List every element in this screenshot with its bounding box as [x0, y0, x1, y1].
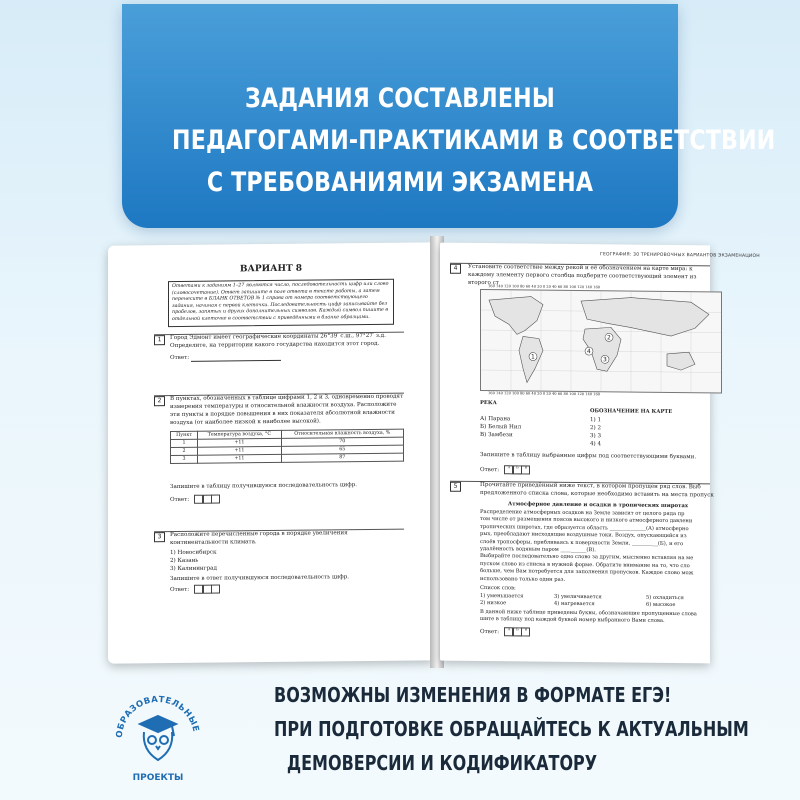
footer-line-1: ВОЗМОЖНЫ ИЗМЕНЕНИЯ В ФОРМАТЕ ЕГЭ! — [274, 683, 672, 707]
world-map — [480, 289, 722, 394]
table-cell: 3 — [171, 455, 198, 463]
banner-line-3: С ТРЕБОВАНИЯМИ ЭКЗАМЕНА — [206, 167, 594, 198]
answer-cells[interactable] — [195, 495, 221, 504]
owl-graduate-icon — [140, 716, 176, 760]
table-cell: 2 — [171, 447, 198, 455]
banner-headline — [122, 78, 776, 204]
words-label: Список слов: — [480, 585, 516, 592]
map-marker-label: 1 — [531, 353, 535, 361]
question-3-text: Расположите перечисленные города в порядке увеличения континентальности климата. — [170, 530, 348, 547]
text-body — [480, 509, 716, 586]
question-5-text: Прочитайте приведённый ниже текст, в котором пропущен ряд слов. Выб предложенного списка слова, которые необходимо вставить на места пропуск — [480, 482, 714, 499]
word-option: 2) низкое — [480, 600, 507, 607]
words-list — [480, 593, 716, 610]
answer-cells[interactable] — [195, 585, 221, 594]
answer-cell[interactable]: А — [504, 627, 513, 636]
right-page — [440, 243, 760, 664]
list-item: 1) 1 — [590, 417, 602, 424]
map-top-scale: 160 140 120 100 80 60 40 20 0 20 40 60 80 100 120 140 160 — [488, 284, 601, 290]
answer-cell[interactable]: Б — [513, 627, 522, 636]
text-line: тропических широтах, где образуется область ______________(А) атмосферно — [480, 523, 689, 533]
logo-arc-text: ОБРАЗОВАТЕЛЬНЫЕ — [114, 694, 201, 739]
rivers-column-title: РЕКА — [480, 400, 497, 407]
list-item: Б) Белый Нил — [480, 424, 522, 431]
text-title: Атмосферное давление и осадки в тропических широтах — [507, 501, 689, 510]
answer-cell[interactable]: В — [521, 465, 530, 474]
answer-line[interactable] — [191, 354, 281, 362]
question-number-4: 4 — [450, 264, 461, 274]
data-table — [170, 429, 404, 464]
question-3-answer — [170, 585, 220, 595]
table-header: Температура воздуха, °С — [198, 430, 282, 439]
footer-line-3: ДЕМОВЕРСИИ И КОДИФИКАТОРУ — [286, 751, 598, 775]
word-option: 6) высокое — [646, 602, 676, 609]
answer-cell[interactable]: В — [521, 627, 530, 636]
text-line: В данной ниже таблице приведены буквы, обозначающие пропущенные слова — [480, 609, 697, 618]
marks-list — [590, 416, 601, 448]
answer-cells[interactable] — [505, 627, 531, 636]
map-marker-label: 2 — [607, 334, 611, 342]
word-option: 3) увеличивается — [554, 593, 602, 601]
north-america-shape — [489, 296, 543, 335]
word-option: 4) нагревается — [554, 601, 595, 608]
table-cell: +11 — [198, 438, 282, 447]
answer-label: Ответ: — [170, 354, 190, 362]
text-line: использовано только один раз. — [480, 575, 566, 583]
question-5-answer — [480, 627, 530, 637]
text-line: шите в таблицу под каждой буквой номер выбранного Вами слова. — [480, 616, 665, 625]
table-cell: 70 — [281, 437, 403, 446]
table-header: Пункт — [171, 431, 198, 439]
list-item: 4) 4 — [590, 441, 602, 448]
open-book — [108, 232, 760, 670]
question-4-text: Установите соответствие между рекой и её обозначением на карте мира: к каждому элементу первого столбца подберите соответствующий элемент из второго ст — [468, 263, 697, 287]
word-option: 1) уменьшается — [480, 593, 524, 600]
list-item: А) Парана — [480, 416, 511, 423]
text-line: Распределение атмосферных осадков на Земле зависит от целого ряда пр — [480, 509, 685, 518]
table-cell: +11 — [198, 454, 282, 463]
question-3-instruction: Запишите в ответ получившуюся последовательность цифр. — [170, 574, 350, 583]
instructions-box: Ответами к заданиям 1–27 являются число, последовательность цифр или слово (словосочетание). Ответ запишите в поле ответа в тексте работы, а затем перенесите в БЛАНК ОТВЕТОВ № 1 справа от номера соответствующего задания, начиная с первой клеточки. Последовательность цифр записывайте без пробелов, запятых и других дополнительных символов. Каждый символ пишите в отдельной клеточке в соответствии с приведёнными в бланке образцами. — [168, 279, 394, 327]
question-2-answer — [170, 495, 220, 505]
answer-label: Ответ: — [170, 496, 190, 504]
table-row — [171, 453, 404, 463]
list-item: 3) 3 — [590, 433, 602, 440]
answer-cells[interactable] — [505, 465, 531, 474]
question-1-answer — [170, 353, 281, 362]
banner-line-2: ПЕДАГОГАМИ-ПРАКТИКАМИ В СООТВЕТСТВИИ — [172, 125, 776, 156]
text-line: Выбирайте последовательно одно слово за другим, мысленно вставляя на ме — [480, 553, 694, 562]
map-bottom-scale: 160 140 120 100 80 60 40 20 0 20 40 60 80 100 120 140 160 — [488, 391, 601, 397]
table-cell: 87 — [281, 453, 403, 462]
running-header: ГЕОГРАФИЯ: 30 ТРЕНИРОВОЧНЫХ ВАРИАНТОВ ЭКЗАМЕНАЦИОН — [600, 252, 760, 259]
map-marker-label: 4 — [587, 348, 591, 356]
text-line: удалённость водяным паром __________(В). — [480, 546, 596, 554]
answer-cell[interactable]: А — [504, 465, 513, 474]
question-2-instruction: Запишите в таблицу получившуюся последовательность цифр. — [170, 482, 357, 491]
variant-title: ВАРИАНТ 8 — [239, 263, 303, 275]
question-1-text: Город Эдмонт имеет географические координаты 26°39′ с.ш., 97°27′ з.д. Определите, на территории какого государства находится этот город. — [170, 332, 386, 350]
question-3-list — [170, 549, 217, 573]
word-option: 5) охладиться — [646, 594, 684, 602]
table-cell: +11 — [198, 446, 282, 455]
answer-label: Ответ: — [170, 586, 190, 594]
question-number-1: 1 — [154, 335, 165, 345]
question-4-instruction: Запишите в таблицу выбранные цифры под соответствующими буквами. — [480, 452, 697, 461]
question-2-text: В пунктах, обозначенных в таблице цифрами 1, 2 и 3, одновременно проводят измерения температуры и относительной влажности воздуха. Расположите эти пункты в порядке повышения в них показателя абсолютной влажности воздуха (от наиболее низкой к наиболее высокой). — [170, 393, 404, 427]
question-number-3: 3 — [154, 532, 165, 542]
rivers-list — [480, 415, 521, 439]
answer-cell[interactable]: Б — [513, 465, 522, 474]
question-number-5: 5 — [450, 482, 461, 492]
text-line: рых, преобладают нисходящие воздушные токи. Воздух, опускающийся из — [480, 531, 687, 540]
marks-column-title: ОБОЗНАЧЕНИЕ НА КАРТЕ — [590, 408, 673, 416]
list-item: 2) 2 — [590, 425, 602, 432]
map-marker-label: 3 — [603, 356, 607, 364]
text-line: больше, чем Вам потребуется для заполнения пропусков. Каждое слово мож — [480, 568, 694, 577]
footer-notice — [232, 678, 749, 780]
footer-line-2: ПРИ ПОДГОТОВКЕ ОБРАЩАЙТЕСЬ К АКТУАЛЬНЫМ — [274, 717, 749, 741]
list-item: 1) Новосибирск — [170, 549, 217, 557]
australia-shape — [667, 352, 695, 370]
banner-line-1: ЗАДАНИЯ СОСТАВЛЕНЫ — [245, 83, 555, 114]
answer-label: Ответ: — [480, 467, 500, 474]
left-page — [108, 242, 434, 663]
list-item: В) Замбези — [480, 432, 513, 439]
table-cell: 1 — [171, 439, 198, 447]
text-line: слоёв тропосферы, прибливаясь к поверхности Земли, __________(Б), и его — [480, 538, 684, 547]
list-item: 3) Калининград — [170, 565, 217, 573]
text-line: пуском слово из списка в нужной форме. Обратите внимание на то, что сло — [480, 560, 690, 570]
list-item: 2) Казань — [170, 557, 199, 565]
question-5-footer — [480, 609, 716, 626]
logo-bottom-text: ПРОЕКТЫ — [132, 773, 184, 783]
table-cell: 65 — [281, 445, 403, 454]
text-line: том числе от размещения поясов высокого и низкого атмосферного давлени — [480, 516, 693, 525]
question-number-2: 2 — [154, 396, 165, 406]
answer-label: Ответ: — [480, 629, 500, 636]
publisher-logo — [112, 680, 204, 792]
table-header: Относительная влажность воздуха, % — [281, 429, 403, 438]
question-4-answer — [480, 465, 530, 475]
